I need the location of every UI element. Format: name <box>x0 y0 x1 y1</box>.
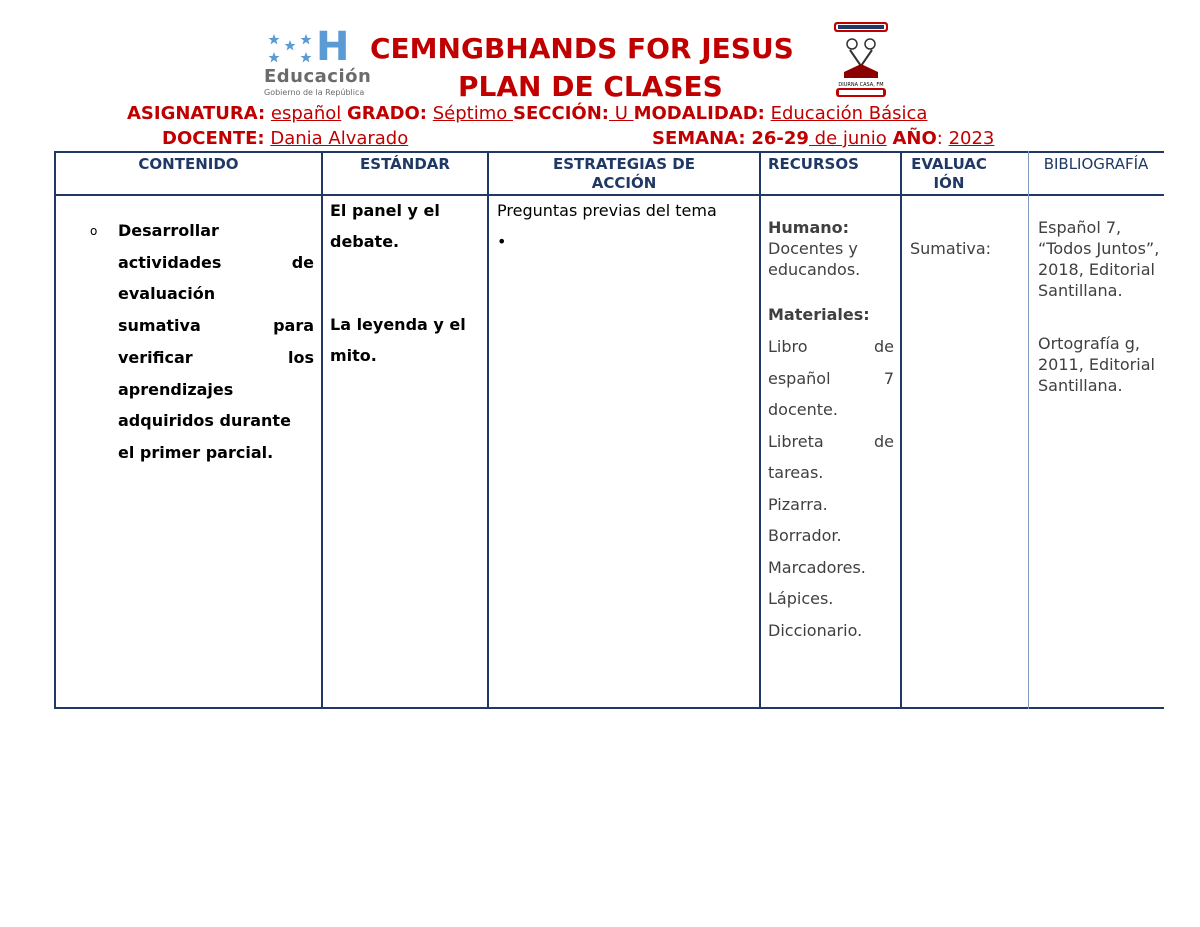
modalidad-value: Educación Básica <box>770 103 928 124</box>
col-border <box>900 151 902 709</box>
header-recursos: RECURSOS <box>768 155 859 173</box>
docente-value: Dania Alvarado <box>270 128 409 149</box>
info-line-teacher <box>162 128 408 149</box>
contenido-line: Desarrollar <box>118 221 219 240</box>
contenido-line: aprendizajes <box>118 379 234 399</box>
table-border-top <box>54 151 1164 153</box>
contenido-word: verificar <box>118 347 193 367</box>
header-bibliografia: BIBLIOGRAFÍA <box>1043 155 1149 173</box>
material-item: Diccionario. <box>768 620 863 640</box>
lesson-plan-table <box>54 151 1164 709</box>
contenido-line: el primer parcial. <box>118 442 274 462</box>
contenido-word: los <box>288 347 314 367</box>
seccion-label: SECCIÓN: <box>513 103 609 124</box>
col-border <box>54 151 56 709</box>
material-word: español <box>768 368 831 388</box>
contenido-line: evaluación <box>118 284 216 304</box>
anio-value: 2023 <box>948 128 995 149</box>
header-contenido: CONTENIDO <box>138 155 239 173</box>
material-item: Marcadores. <box>768 557 866 577</box>
material-word: Libro <box>768 337 808 356</box>
empty-bullet: • <box>497 232 507 251</box>
logo-text: Educación <box>264 66 372 87</box>
asignatura-label: ASIGNATURA: <box>127 103 266 124</box>
contenido-word: de <box>291 252 314 272</box>
humano-value: Docentes y educandos. <box>768 239 861 279</box>
contenido-word: sumativa <box>118 316 201 336</box>
col-border <box>487 151 489 709</box>
info-line-subject <box>127 103 927 124</box>
header-estrategias: ESTRATEGIAS DE ACCIÓN <box>553 155 695 192</box>
material-item: docente. <box>768 400 838 419</box>
grado-value: Séptimo <box>432 103 514 124</box>
logo-subtext: Gobierno de la República <box>264 88 365 97</box>
modalidad-label: MODALIDAD: <box>633 103 765 124</box>
contenido-word: actividades <box>118 252 222 272</box>
table-border-bottom <box>54 707 1164 709</box>
col-border <box>759 151 761 709</box>
docente-label: DOCENTE: <box>162 128 265 149</box>
estandar-item: La leyenda y el mito. <box>330 315 466 365</box>
bibliografia-item: Ortografía g, 2011, Editorial Santillana. <box>1038 334 1155 395</box>
estrategia-item: Preguntas previas del tema <box>497 201 717 220</box>
contenido-cell <box>118 215 314 469</box>
semana-month: de junio <box>808 128 887 149</box>
school-emblem-icon <box>830 20 892 100</box>
col-border <box>321 151 323 709</box>
material-item: Pizarra. <box>768 494 828 514</box>
evaluacion-cell: Sumativa: <box>910 239 992 258</box>
contenido-line: adquiridos durante <box>118 411 291 431</box>
material-word: de <box>874 337 894 356</box>
school-title: CEMNGBHANDS FOR JESUS <box>370 32 794 65</box>
humano-label: Humano: <box>768 218 850 237</box>
header-evaluacion: EVALUACIÓN <box>911 155 987 192</box>
materiales-label: Materiales: <box>768 305 870 324</box>
asignatura-value: español <box>270 103 342 124</box>
recursos-cell <box>768 217 894 646</box>
plan-title: PLAN DE CLASES <box>458 70 723 103</box>
semana-label: SEMANA: <box>652 128 746 149</box>
estrategias-cell <box>497 195 717 257</box>
contenido-word: para <box>273 316 314 336</box>
emblem-text: DIURNA CASA, FM <box>838 82 884 88</box>
seccion-value: U <box>608 103 634 124</box>
material-item: Lápices. <box>768 589 834 608</box>
material-word: de <box>874 431 894 451</box>
bibliografia-item: Español 7, “Todos Juntos”, 2018, Editorial Santillana. <box>1038 218 1160 300</box>
anio-label: AÑO <box>892 128 937 149</box>
hollow-bullet-icon: o <box>90 224 98 238</box>
estandar-cell <box>330 195 470 371</box>
col-border <box>1028 151 1029 709</box>
info-line-week: SEMANA: 26-29 de junio AÑO: 2023 <box>652 128 995 149</box>
material-item: tareas. <box>768 463 824 482</box>
material-word: Libreta <box>768 431 824 451</box>
header-estandar: ESTÁNDAR <box>360 155 450 173</box>
material-word: 7 <box>883 368 894 388</box>
bibliografia-cell <box>1038 217 1162 396</box>
stars-icon <box>266 32 316 68</box>
material-item: Borrador. <box>768 526 842 545</box>
estandar-item: El panel y el debate. <box>330 201 440 251</box>
semana-value: 26-29 <box>751 128 809 149</box>
logo-h-mark: H <box>316 24 350 70</box>
grado-label: GRADO: <box>347 103 428 124</box>
